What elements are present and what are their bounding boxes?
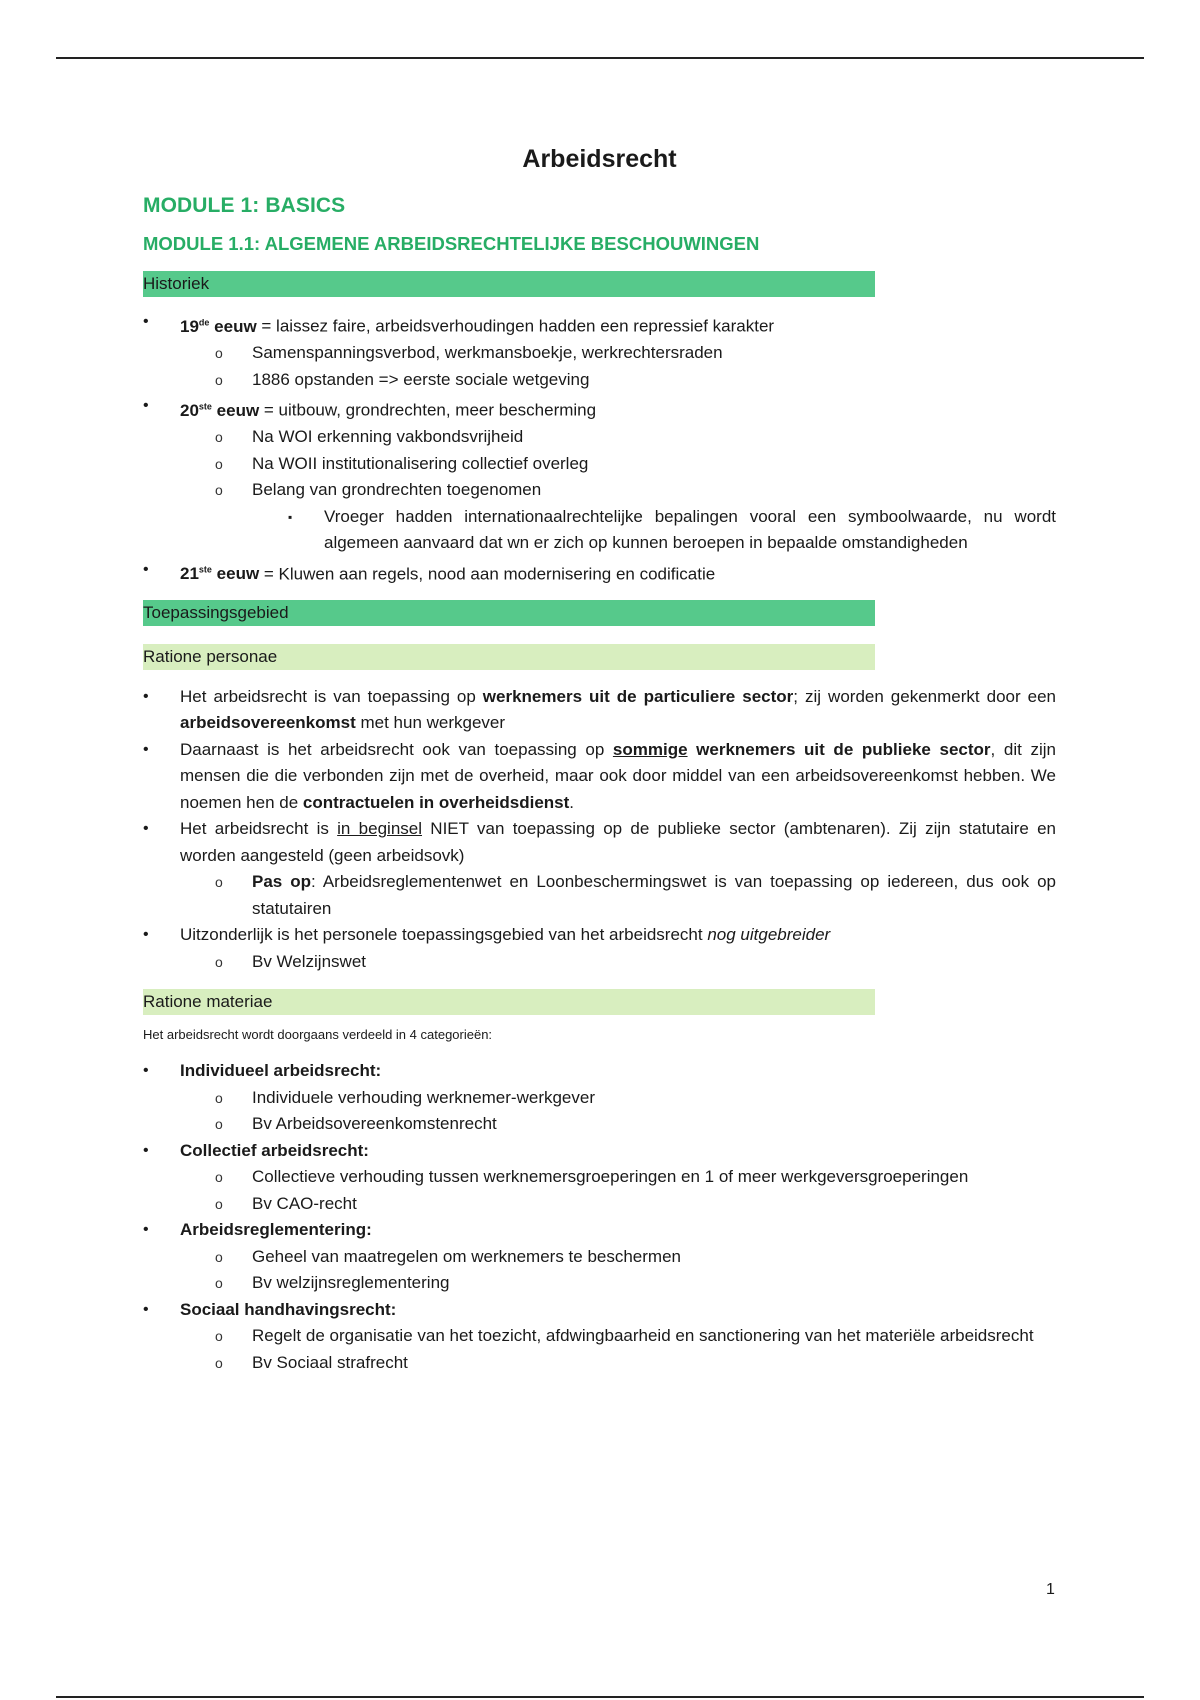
circle-bullet-icon: o (215, 1116, 223, 1133)
module-heading: MODULE 1: BASICS (143, 194, 346, 217)
header-rule (56, 57, 1144, 59)
list-item: ▪ Vroeger hadden internationaalrechtelijke bepalingen vooral een symboolwaarde, nu wordt algemeen aanvaard dat wn er zich op kunnen beroepen in bepaalde omstandigheden (143, 504, 1056, 557)
circle-bullet-icon: o (215, 429, 223, 446)
list-item: • Uitzonderlijk is het personele toepassingsgebied van het arbeidsrecht nog uitgebreider (143, 922, 1056, 949)
section-heading-historiek: Historiek (143, 271, 875, 297)
bullet-icon: • (143, 1221, 149, 1239)
circle-bullet-icon: o (215, 1248, 223, 1265)
list-item: o Belang van grondrechten toegenomen (143, 477, 1056, 504)
page-number: 1 (1046, 1581, 1055, 1598)
list-item: o Pas op: Arbeidsreglementenwet en Loonbeschermingswet is van toepassing op iedereen, dus ook op statutairen (143, 869, 1056, 922)
bullet-icon: • (143, 926, 149, 944)
list-item: • 20ste eeuw = uitbouw, grondrechten, meer bescherming (143, 393, 1056, 424)
list-item: • 19de eeuw = laissez faire, arbeidsverhoudingen hadden een repressief karakter (143, 309, 1056, 340)
materiae-list (143, 1058, 1056, 1376)
list-item: • Arbeidsreglementering: (143, 1217, 1056, 1244)
list-item: • Sociaal handhavingsrecht: (143, 1297, 1056, 1324)
list-item: • 21ste eeuw = Kluwen aan regels, nood aan modernisering en codificatie (143, 557, 1056, 588)
historiek-list (143, 309, 1056, 588)
bullet-icon: • (143, 1300, 149, 1318)
circle-bullet-icon: o (215, 953, 223, 970)
list-item: o Geheel van maatregelen om werknemers te beschermen (143, 1244, 1056, 1271)
section-heading-toepassingsgebied: Toepassingsgebied (143, 600, 875, 626)
circle-bullet-icon: o (215, 1354, 223, 1371)
bullet-icon: • (143, 820, 149, 838)
circle-bullet-icon: o (215, 874, 223, 891)
circle-bullet-icon: o (215, 371, 223, 388)
list-item: • Daarnaast is het arbeidsrecht ook van toepassing op sommige werknemers uit de publieke sector, dit zijn mensen die die verbonden zijn met de overheid, maar ook door middel van een arbeidsovereenkomst hebben. We noemen hen de contractuelen in overheidsdienst. (143, 737, 1056, 817)
circle-bullet-icon: o (215, 1328, 223, 1345)
circle-bullet-icon: o (215, 455, 223, 472)
personae-list (143, 684, 1056, 976)
list-item: o Collectieve verhouding tussen werknemersgroeperingen en 1 of meer werkgeversgroeperingen (143, 1164, 1056, 1191)
list-item: o Bv CAO-recht (143, 1191, 1056, 1218)
bullet-icon: • (143, 397, 149, 415)
list-item: o Bv welzijnsreglementering (143, 1270, 1056, 1297)
bullet-icon: • (143, 1062, 149, 1080)
page-title: Arbeidsrecht (522, 145, 677, 173)
list-item: • Collectief arbeidsrecht: (143, 1138, 1056, 1165)
circle-bullet-icon: o (215, 345, 223, 362)
bullet-icon: • (143, 313, 149, 330)
bullet-icon: • (143, 1141, 149, 1159)
list-item: • Het arbeidsrecht is van toepassing op werknemers uit de particuliere sector; zij worden gekenmerkt door een arbeidsovereenkomst met hun werkgever (143, 684, 1056, 737)
circle-bullet-icon: o (215, 482, 223, 499)
circle-bullet-icon: o (215, 1195, 223, 1212)
circle-bullet-icon: o (215, 1089, 223, 1106)
list-item: o Bv Sociaal strafrecht (143, 1350, 1056, 1377)
bullet-icon: • (143, 740, 149, 758)
list-item: o 1886 opstanden => eerste sociale wetgeving (143, 367, 1056, 394)
circle-bullet-icon: o (215, 1275, 223, 1292)
list-item: o Bv Welzijnswet (143, 949, 1056, 976)
list-item: o Regelt de organisatie van het toezicht, afdwingbaarheid en sanctionering van het materiële arbeidsrecht (143, 1323, 1056, 1350)
subsection-heading-personae: Ratione personae (143, 644, 875, 670)
submodule-heading: MODULE 1.1: ALGEMENE ARBEIDSRECHTELIJKE BESCHOUWINGEN (143, 233, 760, 254)
bullet-icon: • (143, 560, 149, 578)
bullet-icon: • (143, 687, 149, 705)
square-bullet-icon: ▪ (288, 509, 293, 524)
footer-rule (56, 1696, 1144, 1698)
list-item: o Na WOII institutionalisering collectief overleg (143, 451, 1056, 478)
list-item: o Individuele verhouding werknemer-werkgever (143, 1085, 1056, 1112)
circle-bullet-icon: o (215, 1169, 223, 1186)
list-item: • Individueel arbeidsrecht: (143, 1058, 1056, 1085)
subsection-heading-materiae: Ratione materiae (143, 989, 875, 1015)
page-content (143, 140, 1056, 1376)
list-item: o Na WOI erkenning vakbondsvrijheid (143, 424, 1056, 451)
list-item: o Bv Arbeidsovereenkomstenrecht (143, 1111, 1056, 1138)
list-item: • Het arbeidsrecht is in beginsel NIET van toepassing op de publieke sector (ambtenaren). Zij zijn statutaire en worden aangesteld (geen arbeidsovk) (143, 816, 1056, 869)
materiae-intro: Het arbeidsrecht wordt doorgaans verdeeld in 4 categorieën: (143, 1027, 493, 1043)
list-item: o Samenspanningsverbod, werkmansboekje, werkrechtersraden (143, 340, 1056, 367)
